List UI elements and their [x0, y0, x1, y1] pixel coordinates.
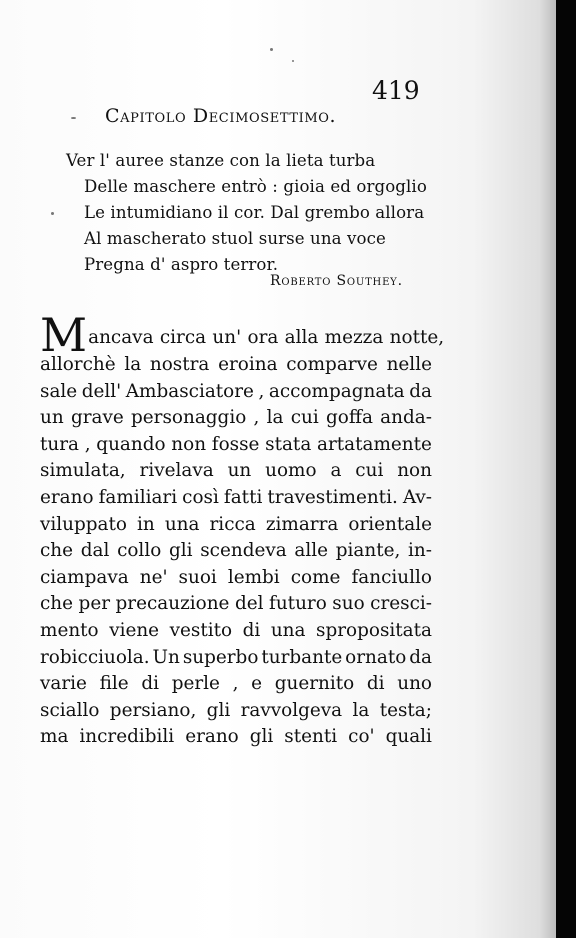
body-line: sale dell' Ambasciatore , accompagnata da [40, 380, 432, 402]
body-line: mento viene vestito di una spropositata [40, 619, 432, 641]
paper-speck [270, 48, 273, 51]
body-line: simulata, rivelava un uomo a cui non [40, 460, 432, 482]
epigraph-attribution: Roberto Southey. [270, 273, 403, 289]
body-line: robicciuola. Un superbo turbante ornato da [40, 646, 432, 668]
body-line: ciampava ne' suoi lembi come fanciullo [40, 566, 432, 588]
paper-speck [51, 212, 54, 215]
running-head: Capitolo Decimosettimo. [105, 105, 337, 127]
body-text [40, 308, 445, 751]
body-lines [40, 352, 432, 751]
epigraph-line: Pregna d' aspro terror. [84, 255, 279, 274]
body-line: viluppato in una ricca zimarra orientale [40, 513, 432, 535]
body-line: tura , quando non fosse stata artatamente [40, 433, 432, 455]
body-line: sciallo persiano, gli ravvolgeva la testa; [40, 699, 432, 721]
paper-speck [71, 117, 76, 119]
epigraph-line: Ver l' auree stanze con la lieta turba [66, 151, 376, 170]
drop-cap: M [40, 308, 88, 362]
body-line: erano familiari così fatti travestimenti. Av- [40, 486, 432, 508]
epigraph-line: Al mascherato stuol surse una voce [84, 229, 386, 248]
body-line: un grave personaggio , la cui goffa anda- [40, 407, 432, 429]
epigraph [66, 148, 438, 278]
epigraph-line: Delle maschere entrò : gioia ed orgoglio [84, 177, 427, 196]
body-line: varie file di perle , e guernito di uno [40, 673, 432, 695]
epigraph-line: Le intumidiano il cor. Dal grembo allora [84, 203, 425, 222]
body-line: allorchè la nostra eroina comparve nelle [40, 354, 432, 375]
body-first-line-text: ancava circa un' ora alla mezza notte, [88, 327, 445, 349]
body-line: che dal collo gli scendeva alle piante, in- [40, 540, 432, 562]
body-line: ma incredibili erano gli stenti co' quali [40, 726, 432, 748]
body-first-line [40, 308, 445, 362]
body-line: che per precauzione del futuro suo cresci- [40, 593, 432, 615]
page-number: 419 [372, 76, 420, 105]
paper-speck [292, 60, 294, 62]
